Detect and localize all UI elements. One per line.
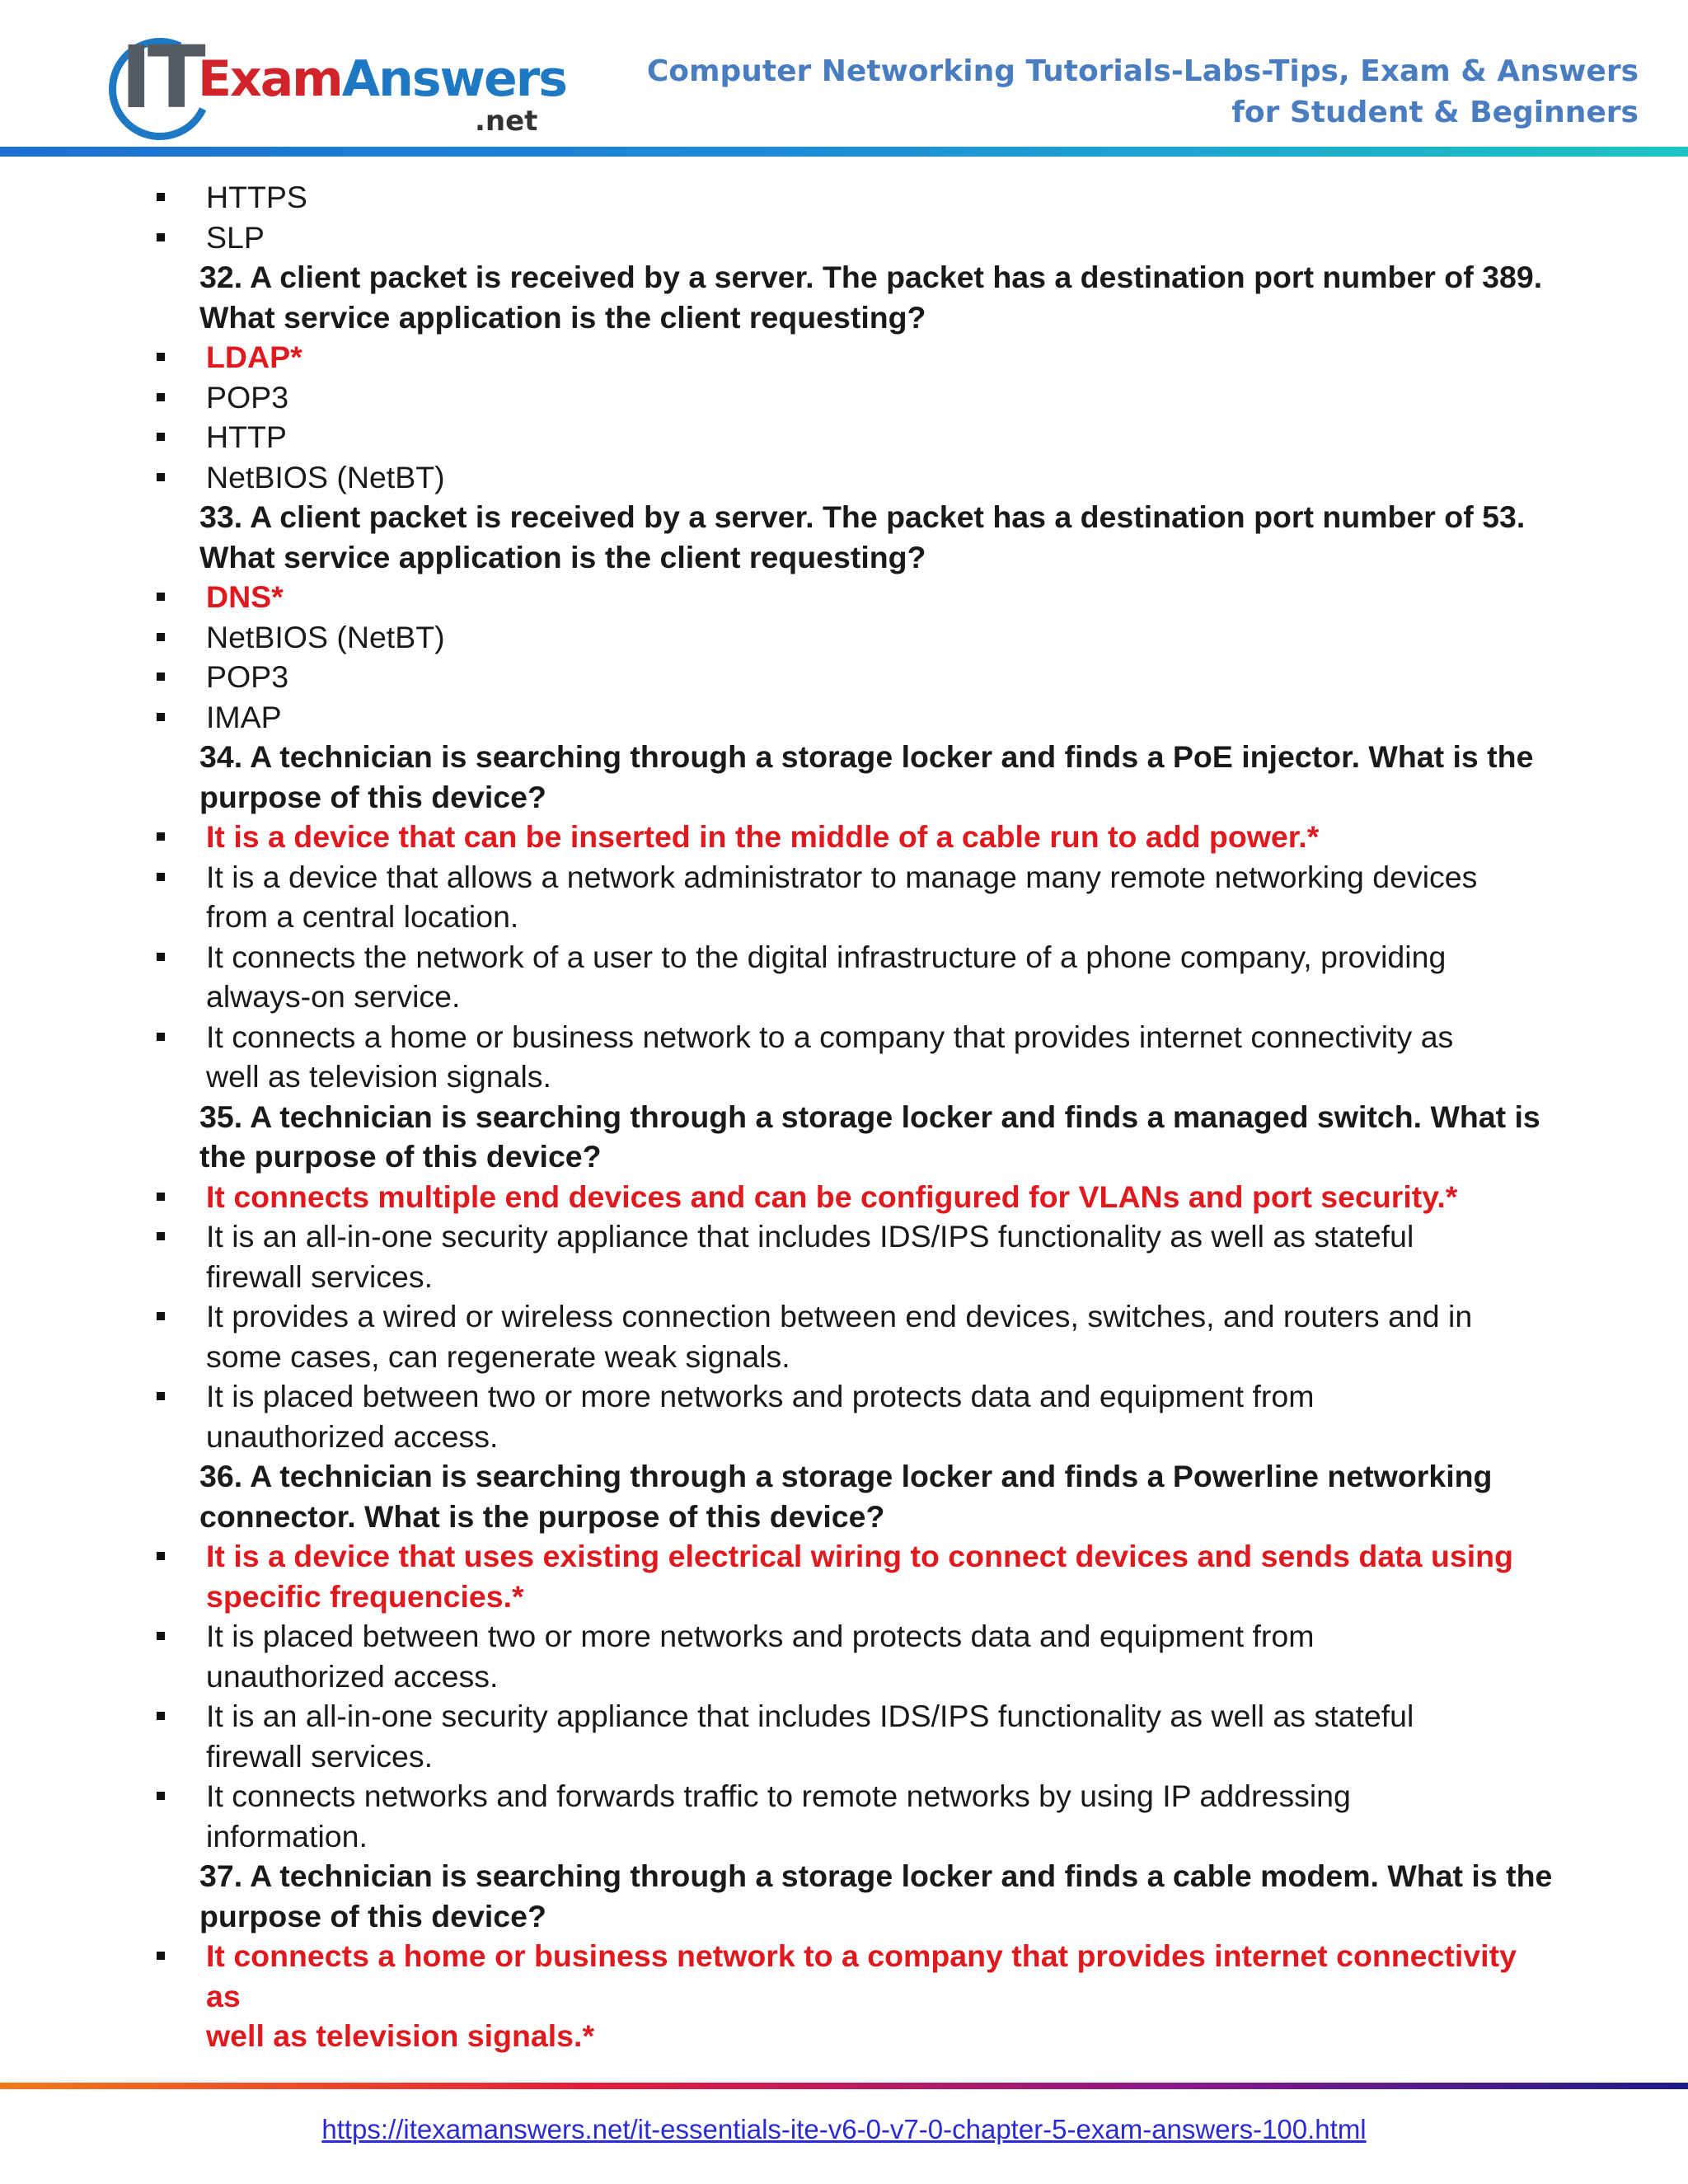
answer-option bbox=[155, 617, 1556, 658]
text-line: It is placed between two or more networks and protects data and equipment from bbox=[206, 1619, 1315, 1653]
text-line: It is a device that uses existing electrical wiring to connect devices and sends data using bbox=[206, 1539, 1513, 1573]
bullet-icon bbox=[157, 593, 165, 601]
question-text bbox=[155, 257, 1556, 337]
answer-option bbox=[155, 857, 1556, 937]
text-line: some cases, can regenerate weak signals. bbox=[206, 1338, 790, 1374]
text-line: HTTPS bbox=[206, 180, 307, 214]
bullet-icon bbox=[157, 953, 165, 961]
bullet-icon bbox=[157, 193, 165, 201]
site-logo[interactable] bbox=[106, 27, 567, 147]
text-line: firewall services. bbox=[206, 1258, 434, 1294]
answer-option bbox=[155, 937, 1556, 1017]
text-line: specific frequencies.* bbox=[206, 1578, 524, 1614]
footer-source-link[interactable]: https://itexamanswers.net/it-essentials-ite-v6-0-v7-0-chapter-5-exam-answers-100.html bbox=[321, 2114, 1367, 2144]
answer-option bbox=[155, 1776, 1556, 1856]
bullet-icon bbox=[157, 353, 165, 361]
answer-option bbox=[155, 177, 1556, 218]
question-text bbox=[155, 497, 1556, 577]
text-line: SLP bbox=[206, 219, 265, 255]
text-line: It is an all-in-one security appliance that includes IDS/IPS functionality as well as stateful bbox=[206, 1219, 1414, 1254]
text-line: HTTP bbox=[206, 419, 287, 454]
text-line: from a central location. bbox=[206, 899, 519, 934]
logo-wordmark: ExamAnswers bbox=[198, 50, 566, 108]
bullet-icon bbox=[157, 1552, 165, 1560]
bullet-icon bbox=[157, 1392, 165, 1400]
bullet-icon bbox=[157, 673, 165, 681]
bullet-icon bbox=[157, 473, 165, 481]
text-line: It connects a home or business network to a company that provides internet connectivity as bbox=[206, 1938, 1517, 2013]
bullet-icon bbox=[157, 433, 165, 441]
correct-answer-option bbox=[155, 1936, 1556, 2056]
footer-divider bbox=[0, 2083, 1688, 2089]
tagline-line: Computer Networking Tutorials-Labs-Tips, Exam & Answers bbox=[646, 54, 1639, 88]
text-line: What service application is the client requesting? bbox=[199, 299, 926, 335]
text-line: DNS* bbox=[206, 579, 284, 614]
text-line: It is a device that allows a network administrator to manage many remote networking devices bbox=[206, 859, 1478, 894]
text-line: unauthorized access. bbox=[206, 1418, 499, 1454]
text-line: firewall services. bbox=[206, 1738, 434, 1774]
text-line: It is a device that can be inserted in the middle of a cable run to add power.* bbox=[206, 819, 1320, 854]
page-header bbox=[0, 0, 1688, 165]
correct-answer-option bbox=[155, 817, 1556, 857]
logo-it-mark: IT bbox=[120, 27, 201, 128]
answer-option bbox=[155, 417, 1556, 457]
answer-option bbox=[155, 1376, 1556, 1456]
answer-option bbox=[155, 1296, 1556, 1376]
question-text bbox=[155, 1097, 1556, 1177]
text-line: NetBIOS (NetBT) bbox=[206, 459, 445, 494]
bullet-icon bbox=[157, 233, 165, 241]
answer-option bbox=[155, 218, 1556, 258]
bullet-icon bbox=[157, 393, 165, 401]
text-line: It connects the network of a user to the digital infrastructure of a phone company, providing bbox=[206, 939, 1447, 974]
text-line: It connects multiple end devices and can be configured for VLANs and port security.* bbox=[206, 1179, 1458, 1214]
header-divider bbox=[0, 147, 1688, 157]
bullet-icon bbox=[157, 713, 165, 721]
text-line: It connects a home or business network to a company that provides internet connectivity as bbox=[206, 1019, 1454, 1054]
correct-answer-option bbox=[155, 337, 1556, 377]
text-line: It is placed between two or more networks and protects data and equipment from bbox=[206, 1379, 1315, 1413]
text-line: 32. A client packet is received by a server. The packet has a destination port number of 389. bbox=[199, 260, 1543, 294]
question-text bbox=[155, 1456, 1556, 1536]
bullet-icon bbox=[157, 832, 165, 841]
text-line: IMAP bbox=[206, 699, 282, 734]
text-line: information. bbox=[206, 1818, 368, 1854]
text-line: 36. A technician is searching through a storage locker and finds a Powerline networking bbox=[199, 1459, 1493, 1493]
text-line: 34. A technician is searching through a storage locker and finds a PoE injector. What is the bbox=[199, 739, 1534, 774]
answer-option bbox=[155, 377, 1556, 418]
text-line: well as television signals.* bbox=[206, 2018, 595, 2053]
correct-answer-option bbox=[155, 577, 1556, 617]
text-line: always-on service. bbox=[206, 979, 461, 1014]
site-tagline bbox=[647, 51, 1639, 134]
answer-option bbox=[155, 1017, 1556, 1097]
bullet-icon bbox=[157, 1632, 165, 1640]
bullet-icon bbox=[157, 873, 165, 881]
text-line: LDAP* bbox=[206, 340, 302, 374]
text-line: What service application is the client requesting? bbox=[199, 539, 926, 574]
bullet-icon bbox=[157, 1033, 165, 1041]
bullet-icon bbox=[157, 1712, 165, 1720]
tagline-line: for Student & Beginners bbox=[1231, 96, 1639, 129]
answer-option bbox=[155, 1696, 1556, 1776]
answer-option bbox=[155, 697, 1556, 738]
text-line: NetBIOS (NetBT) bbox=[206, 619, 445, 654]
bullet-icon bbox=[157, 1952, 165, 1960]
question-text bbox=[155, 737, 1556, 817]
text-line: purpose of this device? bbox=[199, 1898, 546, 1933]
bullet-icon bbox=[157, 1193, 165, 1201]
text-line: 35. A technician is searching through a storage locker and finds a managed switch. What is bbox=[199, 1099, 1540, 1134]
correct-answer-option bbox=[155, 1536, 1556, 1616]
text-line: 33. A client packet is received by a server. The packet has a destination port number of 53. bbox=[199, 499, 1526, 534]
bullet-icon bbox=[157, 1232, 165, 1240]
text-line: It connects networks and forwards traffic to remote networks by using IP addressing bbox=[206, 1779, 1351, 1813]
bullet-icon bbox=[157, 1792, 165, 1800]
text-line: connector. What is the purpose of this device? bbox=[199, 1498, 885, 1534]
answer-option bbox=[155, 457, 1556, 498]
answer-option bbox=[155, 657, 1556, 697]
text-line: POP3 bbox=[206, 379, 289, 415]
question-text bbox=[155, 1856, 1556, 1936]
text-line: 37. A technician is searching through a storage locker and finds a cable modem. What is the bbox=[199, 1858, 1553, 1893]
bullet-icon bbox=[157, 633, 165, 641]
text-line: POP3 bbox=[206, 659, 289, 694]
bullet-icon bbox=[157, 1312, 165, 1320]
text-line: unauthorized access. bbox=[206, 1658, 499, 1694]
text-line: purpose of this device? bbox=[199, 779, 546, 814]
correct-answer-option bbox=[155, 1177, 1556, 1217]
question-content bbox=[155, 177, 1556, 2056]
answer-option bbox=[155, 1216, 1556, 1296]
text-line: It is an all-in-one security appliance that includes IDS/IPS functionality as well as stateful bbox=[206, 1699, 1414, 1733]
text-line: well as television signals. bbox=[206, 1059, 551, 1094]
text-line: the purpose of this device? bbox=[199, 1139, 602, 1174]
answer-option bbox=[155, 1616, 1556, 1696]
text-line: It provides a wired or wireless connection between end devices, switches, and routers and in bbox=[206, 1299, 1473, 1333]
logo-net: .net bbox=[475, 105, 538, 138]
